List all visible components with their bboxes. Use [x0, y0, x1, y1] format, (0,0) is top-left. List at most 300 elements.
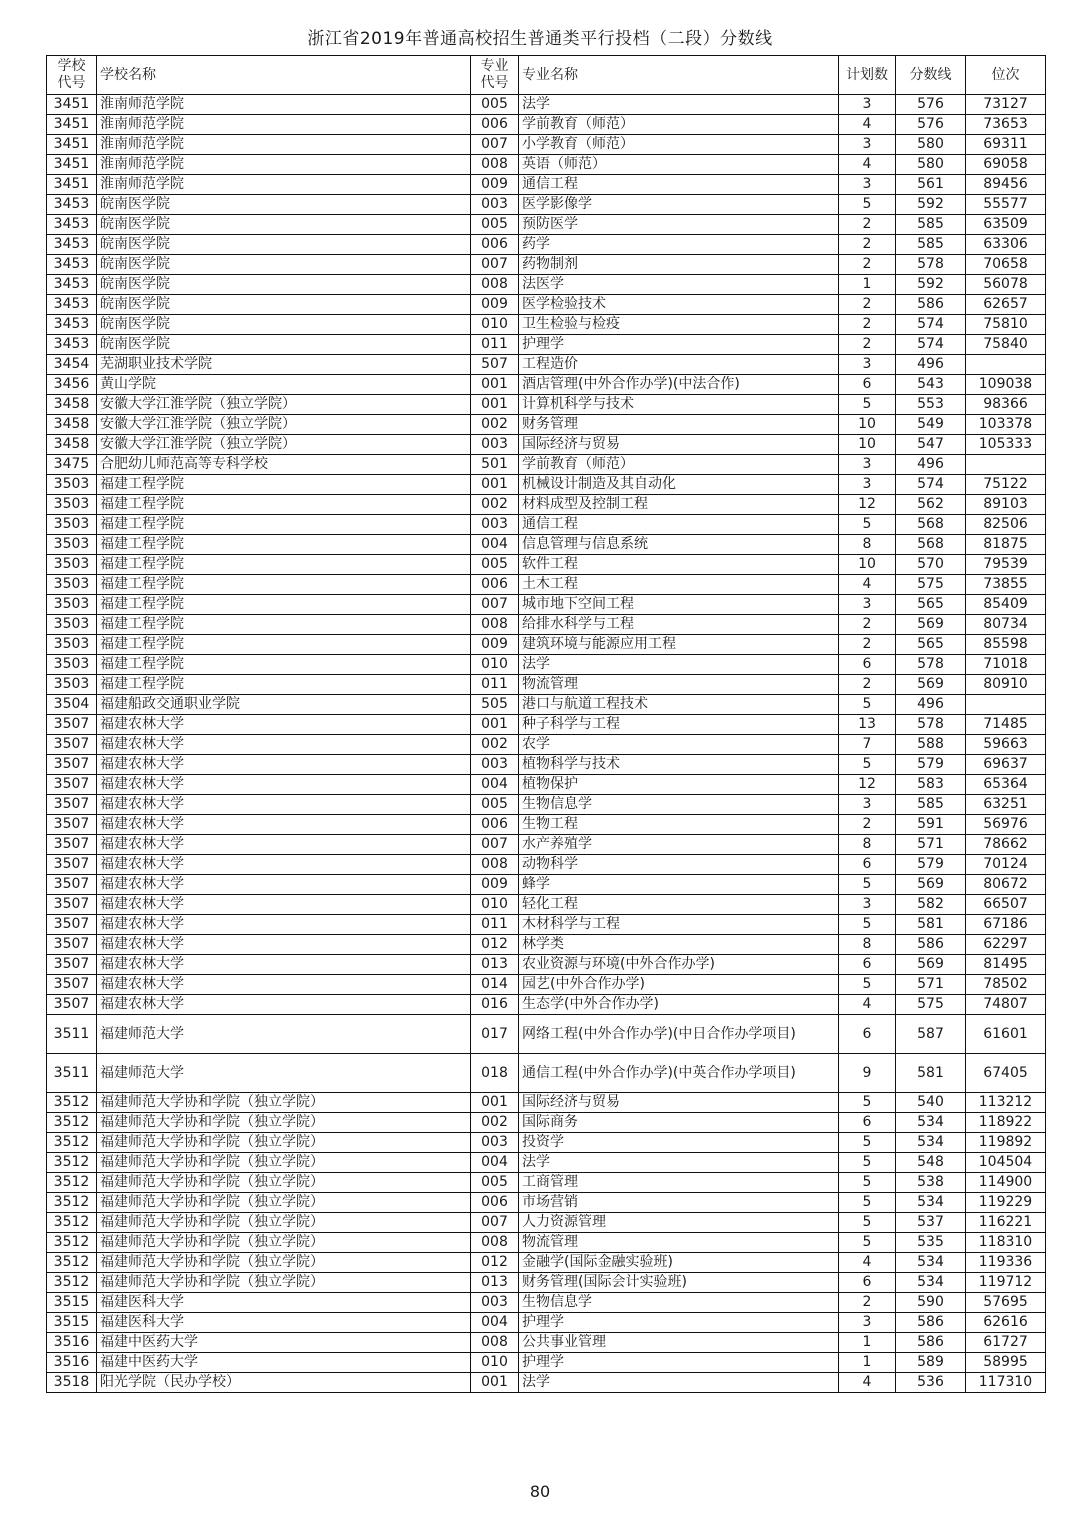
cell-rank: 75840	[966, 335, 1046, 355]
cell-school-code: 3453	[47, 275, 97, 295]
table-row	[47, 815, 1046, 835]
cell-major-name: 法学	[519, 95, 839, 115]
cell-school-name: 福建师范大学协和学院（独立学院）	[97, 1213, 471, 1233]
cell-major-name: 药物制剂	[519, 255, 839, 275]
cell-school-code: 3511	[47, 1015, 97, 1054]
cell-major-name: 植物科学与技术	[519, 755, 839, 775]
cell-school-code: 3503	[47, 515, 97, 535]
cell-rank: 67186	[966, 915, 1046, 935]
cell-major-name: 医学影像学	[519, 195, 839, 215]
cell-plan: 5	[839, 875, 896, 895]
cell-school-name: 福建师范大学	[97, 1054, 471, 1093]
cell-plan: 10	[839, 555, 896, 575]
cell-plan: 2	[839, 255, 896, 275]
cell-rank: 119712	[966, 1273, 1046, 1293]
cell-plan: 12	[839, 495, 896, 515]
cell-major-name: 土木工程	[519, 575, 839, 595]
cell-major-name: 建筑环境与能源应用工程	[519, 635, 839, 655]
table-row	[47, 915, 1046, 935]
cell-major-name: 城市地下空间工程	[519, 595, 839, 615]
cell-school-code: 3503	[47, 595, 97, 615]
cell-school-code: 3512	[47, 1273, 97, 1293]
cell-plan: 2	[839, 335, 896, 355]
cell-major-code: 003	[471, 515, 519, 535]
cell-major-code: 003	[471, 755, 519, 775]
cell-major-code: 008	[471, 1233, 519, 1253]
cell-major-code: 013	[471, 955, 519, 975]
cell-major-name: 材料成型及控制工程	[519, 495, 839, 515]
cell-major-code: 011	[471, 335, 519, 355]
cell-school-name: 福建医科大学	[97, 1293, 471, 1313]
cell-major-code: 505	[471, 695, 519, 715]
cell-score: 579	[896, 755, 966, 775]
cell-major-name: 通信工程	[519, 175, 839, 195]
cell-major-name: 学前教育（师范）	[519, 455, 839, 475]
cell-major-name: 财务管理(国际会计实验班)	[519, 1273, 839, 1293]
cell-school-name: 福建工程学院	[97, 635, 471, 655]
cell-rank: 55577	[966, 195, 1046, 215]
cell-rank: 67405	[966, 1054, 1046, 1093]
cell-school-name: 安徽大学江淮学院（独立学院）	[97, 415, 471, 435]
cell-school-code: 3507	[47, 775, 97, 795]
table-row	[47, 535, 1046, 555]
cell-school-name: 福建农林大学	[97, 755, 471, 775]
cell-school-code: 3453	[47, 315, 97, 335]
cell-rank: 61601	[966, 1015, 1046, 1054]
cell-score: 590	[896, 1293, 966, 1313]
cell-school-name: 福建农林大学	[97, 795, 471, 815]
cell-score: 568	[896, 535, 966, 555]
cell-school-code: 3512	[47, 1233, 97, 1253]
cell-school-code: 3453	[47, 255, 97, 275]
cell-plan: 6	[839, 1015, 896, 1054]
cell-major-code: 010	[471, 1353, 519, 1373]
cell-school-name: 福建中医药大学	[97, 1333, 471, 1353]
cell-rank: 117310	[966, 1373, 1046, 1393]
cell-major-name: 市场营销	[519, 1193, 839, 1213]
cell-rank: 74807	[966, 995, 1046, 1015]
cell-plan: 3	[839, 895, 896, 915]
cell-major-name: 卫生检验与检疫	[519, 315, 839, 335]
cell-major-code: 009	[471, 875, 519, 895]
cell-score: 565	[896, 595, 966, 615]
table-row	[47, 395, 1046, 415]
cell-school-name: 安徽大学江淮学院（独立学院）	[97, 435, 471, 455]
cell-plan: 2	[839, 615, 896, 635]
cell-school-name: 福建师范大学协和学院（独立学院）	[97, 1273, 471, 1293]
cell-major-name: 信息管理与信息系统	[519, 535, 839, 555]
cell-major-name: 木材科学与工程	[519, 915, 839, 935]
cell-major-code: 011	[471, 915, 519, 935]
cell-major-name: 财务管理	[519, 415, 839, 435]
cell-school-code: 3504	[47, 695, 97, 715]
cell-plan: 2	[839, 1293, 896, 1313]
table-row	[47, 1213, 1046, 1233]
cell-school-code: 3507	[47, 975, 97, 995]
cell-school-code: 3503	[47, 575, 97, 595]
cell-school-code: 3512	[47, 1113, 97, 1133]
cell-school-name: 福建农林大学	[97, 855, 471, 875]
cell-rank: 80672	[966, 875, 1046, 895]
cell-rank: 61727	[966, 1333, 1046, 1353]
header-school-code: 学校代号	[47, 56, 97, 95]
cell-plan: 2	[839, 215, 896, 235]
table-row	[47, 1273, 1046, 1293]
cell-rank: 75122	[966, 475, 1046, 495]
cell-major-code: 005	[471, 1173, 519, 1193]
cell-score: 571	[896, 975, 966, 995]
cell-school-name: 皖南医学院	[97, 235, 471, 255]
cell-score: 588	[896, 735, 966, 755]
cell-school-code: 3507	[47, 735, 97, 755]
cell-score: 570	[896, 555, 966, 575]
cell-score: 574	[896, 315, 966, 335]
cell-plan: 6	[839, 855, 896, 875]
cell-score: 578	[896, 655, 966, 675]
cell-rank: 118922	[966, 1113, 1046, 1133]
table-row	[47, 355, 1046, 375]
cell-rank: 66507	[966, 895, 1046, 915]
cell-major-name: 种子科学与工程	[519, 715, 839, 735]
cell-school-code: 3503	[47, 495, 97, 515]
cell-major-code: 507	[471, 355, 519, 375]
cell-plan: 3	[839, 595, 896, 615]
cell-school-code: 3458	[47, 435, 97, 455]
table-row	[47, 195, 1046, 215]
cell-school-name: 福建工程学院	[97, 655, 471, 675]
cell-rank: 75810	[966, 315, 1046, 335]
cell-major-code: 016	[471, 995, 519, 1015]
header-major-code: 专业代号	[471, 56, 519, 95]
cell-major-code: 003	[471, 1133, 519, 1153]
cell-school-name: 福建工程学院	[97, 575, 471, 595]
cell-major-code: 008	[471, 155, 519, 175]
cell-plan: 5	[839, 1093, 896, 1113]
cell-rank: 63251	[966, 795, 1046, 815]
cell-school-name: 皖南医学院	[97, 275, 471, 295]
cell-school-name: 芜湖职业技术学院	[97, 355, 471, 375]
table-row	[47, 155, 1046, 175]
cell-school-name: 福建医科大学	[97, 1313, 471, 1333]
cell-major-name: 软件工程	[519, 555, 839, 575]
table-row	[47, 615, 1046, 635]
cell-school-code: 3451	[47, 95, 97, 115]
cell-school-code: 3507	[47, 795, 97, 815]
cell-plan: 5	[839, 395, 896, 415]
cell-rank: 69311	[966, 135, 1046, 155]
cell-plan: 6	[839, 655, 896, 675]
cell-school-code: 3453	[47, 235, 97, 255]
cell-rank: 63509	[966, 215, 1046, 235]
cell-rank: 114900	[966, 1173, 1046, 1193]
cell-school-code: 3512	[47, 1253, 97, 1273]
cell-plan: 5	[839, 195, 896, 215]
cell-school-code: 3451	[47, 115, 97, 135]
cell-school-code: 3512	[47, 1093, 97, 1113]
cell-major-code: 010	[471, 655, 519, 675]
cell-score: 587	[896, 1015, 966, 1054]
cell-score: 580	[896, 155, 966, 175]
table-row	[47, 1233, 1046, 1253]
cell-major-name: 园艺(中外合作办学)	[519, 975, 839, 995]
cell-score: 581	[896, 1054, 966, 1093]
cell-major-code: 008	[471, 855, 519, 875]
table-row	[47, 1353, 1046, 1373]
page-number: 80	[529, 1482, 551, 1501]
cell-plan: 2	[839, 635, 896, 655]
cell-rank: 98366	[966, 395, 1046, 415]
cell-school-name: 皖南医学院	[97, 295, 471, 315]
cell-major-code: 002	[471, 1113, 519, 1133]
cell-rank: 118310	[966, 1233, 1046, 1253]
cell-plan: 5	[839, 515, 896, 535]
cell-major-code: 002	[471, 495, 519, 515]
cell-plan: 5	[839, 915, 896, 935]
cell-score: 496	[896, 695, 966, 715]
cell-major-code: 001	[471, 375, 519, 395]
cell-school-name: 福建农林大学	[97, 935, 471, 955]
cell-score: 576	[896, 115, 966, 135]
cell-rank: 73127	[966, 95, 1046, 115]
table-row	[47, 1113, 1046, 1133]
cell-school-name: 福建工程学院	[97, 495, 471, 515]
cell-score: 534	[896, 1193, 966, 1213]
cell-major-code: 005	[471, 555, 519, 575]
cell-rank: 79539	[966, 555, 1046, 575]
cell-school-name: 福建师范大学协和学院（独立学院）	[97, 1233, 471, 1253]
cell-major-code: 006	[471, 1193, 519, 1213]
cell-major-code: 008	[471, 615, 519, 635]
cell-school-name: 福建农林大学	[97, 895, 471, 915]
cell-plan: 5	[839, 975, 896, 995]
cell-school-name: 福建船政交通职业学院	[97, 695, 471, 715]
cell-plan: 4	[839, 115, 896, 135]
cell-school-code: 3512	[47, 1173, 97, 1193]
cell-major-code: 002	[471, 415, 519, 435]
cell-plan: 2	[839, 675, 896, 695]
cell-major-code: 009	[471, 175, 519, 195]
cell-major-name: 国际经济与贸易	[519, 1093, 839, 1113]
cell-school-code: 3507	[47, 755, 97, 775]
cell-plan: 8	[839, 535, 896, 555]
cell-score: 583	[896, 775, 966, 795]
cell-school-code: 3456	[47, 375, 97, 395]
cell-school-code: 3507	[47, 835, 97, 855]
cell-plan: 5	[839, 695, 896, 715]
table-row	[47, 1293, 1046, 1313]
cell-major-code: 001	[471, 1373, 519, 1393]
table-row	[47, 955, 1046, 975]
cell-major-code: 006	[471, 235, 519, 255]
cell-plan: 1	[839, 1353, 896, 1373]
cell-major-name: 生物信息学	[519, 795, 839, 815]
cell-major-name: 药学	[519, 235, 839, 255]
cell-score: 585	[896, 795, 966, 815]
cell-plan: 3	[839, 355, 896, 375]
cell-school-name: 福建中医药大学	[97, 1353, 471, 1373]
cell-plan: 1	[839, 275, 896, 295]
cell-school-code: 3503	[47, 535, 97, 555]
cell-score: 582	[896, 895, 966, 915]
cell-score: 537	[896, 1213, 966, 1233]
cell-score: 578	[896, 255, 966, 275]
cell-score: 536	[896, 1373, 966, 1393]
cell-school-name: 皖南医学院	[97, 255, 471, 275]
cell-rank: 119892	[966, 1133, 1046, 1153]
cell-plan: 9	[839, 1054, 896, 1093]
cell-school-name: 福建师范大学协和学院（独立学院）	[97, 1173, 471, 1193]
table-row	[47, 595, 1046, 615]
cell-major-code: 010	[471, 895, 519, 915]
cell-plan: 5	[839, 1233, 896, 1253]
cell-major-code: 009	[471, 635, 519, 655]
cell-school-name: 福建师范大学协和学院（独立学院）	[97, 1153, 471, 1173]
cell-score: 585	[896, 215, 966, 235]
cell-score: 496	[896, 455, 966, 475]
cell-plan: 8	[839, 835, 896, 855]
cell-major-name: 金融学(国际金融实验班)	[519, 1253, 839, 1273]
cell-school-name: 淮南师范学院	[97, 115, 471, 135]
cell-school-code: 3518	[47, 1373, 97, 1393]
cell-rank: 119229	[966, 1193, 1046, 1213]
cell-rank: 63306	[966, 235, 1046, 255]
table-row	[47, 115, 1046, 135]
cell-rank: 71485	[966, 715, 1046, 735]
cell-school-name: 阳光学院（民办学校）	[97, 1373, 471, 1393]
table-row	[47, 695, 1046, 715]
cell-rank: 62297	[966, 935, 1046, 955]
cell-school-code: 3453	[47, 295, 97, 315]
cell-score: 496	[896, 355, 966, 375]
cell-major-name: 港口与航道工程技术	[519, 695, 839, 715]
cell-major-name: 国际商务	[519, 1113, 839, 1133]
cell-major-code: 005	[471, 95, 519, 115]
cell-major-code: 001	[471, 395, 519, 415]
cell-school-name: 福建师范大学	[97, 1015, 471, 1054]
cell-plan: 3	[839, 135, 896, 155]
cell-major-name: 英语（师范）	[519, 155, 839, 175]
cell-rank: 70658	[966, 255, 1046, 275]
cell-major-code: 011	[471, 675, 519, 695]
cell-school-code: 3453	[47, 215, 97, 235]
cell-school-code: 3503	[47, 655, 97, 675]
cell-rank: 62616	[966, 1313, 1046, 1333]
table-row	[47, 555, 1046, 575]
cell-rank: 56078	[966, 275, 1046, 295]
table-row	[47, 835, 1046, 855]
cell-school-name: 黄山学院	[97, 375, 471, 395]
table-row	[47, 415, 1046, 435]
header-major-name: 专业名称	[519, 56, 839, 95]
cell-score: 538	[896, 1173, 966, 1193]
cell-plan: 2	[839, 235, 896, 255]
header-score: 分数线	[896, 56, 966, 95]
table-row	[47, 1333, 1046, 1353]
cell-major-code: 006	[471, 815, 519, 835]
cell-score: 569	[896, 955, 966, 975]
cell-major-name: 公共事业管理	[519, 1333, 839, 1353]
cell-school-name: 福建工程学院	[97, 555, 471, 575]
cell-rank: 78662	[966, 835, 1046, 855]
cell-major-code: 001	[471, 475, 519, 495]
cell-major-name: 护理学	[519, 1353, 839, 1373]
table-row	[47, 1153, 1046, 1173]
cell-school-name: 淮南师范学院	[97, 135, 471, 155]
cell-score: 543	[896, 375, 966, 395]
cell-plan: 10	[839, 435, 896, 455]
cell-school-name: 皖南医学院	[97, 195, 471, 215]
cell-plan: 3	[839, 95, 896, 115]
cell-rank: 78502	[966, 975, 1046, 995]
cell-rank: 80910	[966, 675, 1046, 695]
table-row	[47, 675, 1046, 695]
cell-major-code: 004	[471, 1153, 519, 1173]
cell-major-name: 农业资源与环境(中外合作办学)	[519, 955, 839, 975]
table-row	[47, 475, 1046, 495]
cell-major-name: 植物保护	[519, 775, 839, 795]
cell-school-name: 福建农林大学	[97, 735, 471, 755]
table-row	[47, 335, 1046, 355]
cell-rank: 57695	[966, 1293, 1046, 1313]
cell-school-name: 福建师范大学协和学院（独立学院）	[97, 1253, 471, 1273]
cell-school-name: 皖南医学院	[97, 335, 471, 355]
cell-school-code: 3507	[47, 955, 97, 975]
cell-school-code: 3475	[47, 455, 97, 475]
table-row	[47, 855, 1046, 875]
cell-school-code: 3503	[47, 675, 97, 695]
cell-score: 585	[896, 235, 966, 255]
cell-major-name: 水产养殖学	[519, 835, 839, 855]
cell-major-name: 投资学	[519, 1133, 839, 1153]
cell-school-code: 3512	[47, 1213, 97, 1233]
cell-major-name: 法学	[519, 1373, 839, 1393]
cell-plan: 3	[839, 475, 896, 495]
cell-school-name: 福建农林大学	[97, 815, 471, 835]
cell-score: 534	[896, 1253, 966, 1273]
cell-major-name: 动物科学	[519, 855, 839, 875]
cell-plan: 4	[839, 155, 896, 175]
cell-school-code: 3516	[47, 1333, 97, 1353]
cell-rank: 80734	[966, 615, 1046, 635]
cell-rank: 59663	[966, 735, 1046, 755]
cell-school-code: 3512	[47, 1133, 97, 1153]
cell-major-name: 农学	[519, 735, 839, 755]
table-row	[47, 215, 1046, 235]
cell-school-code: 3451	[47, 135, 97, 155]
cell-major-name: 生物信息学	[519, 1293, 839, 1313]
cell-major-code: 001	[471, 1093, 519, 1113]
cell-rank: 85409	[966, 595, 1046, 615]
table-row	[47, 655, 1046, 675]
cell-score: 565	[896, 635, 966, 655]
cell-school-name: 皖南医学院	[97, 315, 471, 335]
cell-rank: 104504	[966, 1153, 1046, 1173]
cell-score: 553	[896, 395, 966, 415]
cell-score: 540	[896, 1093, 966, 1113]
table-row	[47, 735, 1046, 755]
cell-rank: 58995	[966, 1353, 1046, 1373]
cell-score: 574	[896, 335, 966, 355]
cell-rank: 73653	[966, 115, 1046, 135]
cell-major-code: 017	[471, 1015, 519, 1054]
cell-rank: 56976	[966, 815, 1046, 835]
table-row	[47, 275, 1046, 295]
cell-rank: 62657	[966, 295, 1046, 315]
cell-plan: 3	[839, 455, 896, 475]
header-rank: 位次	[966, 56, 1046, 95]
cell-score: 569	[896, 615, 966, 635]
cell-major-code: 006	[471, 115, 519, 135]
